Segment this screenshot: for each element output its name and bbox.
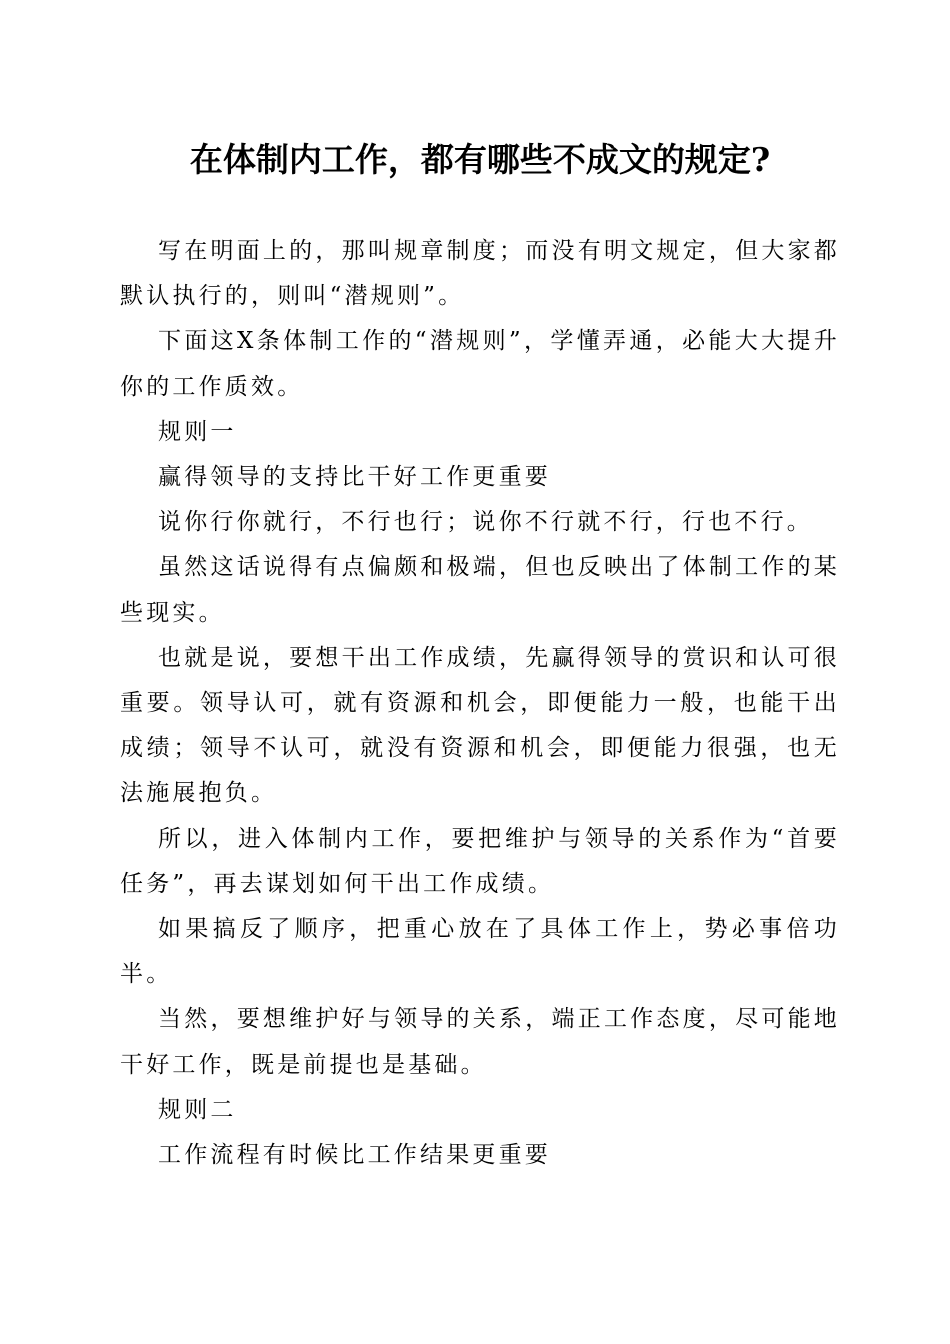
paragraph: 说你行你就行，不行也行；说你不行就不行，行也不行。 <box>158 509 813 536</box>
paragraph: 虽然这话说得有点偏颇和极端，但也反映出了体制工作的某些现实。 <box>120 554 840 626</box>
paragraph: 下面这X条体制工作的“潜规则”，学懂弄通，必能大大提升你的工作质效。 <box>120 328 840 400</box>
section-heading: 工作流程有时候比工作结果更重要 <box>158 1142 551 1169</box>
document-body <box>120 229 840 1178</box>
paragraph: 所以，进入体制内工作，要把维护与领导的关系作为“首要任务”，再去谋划如何干出工作成绩。 <box>120 825 840 897</box>
section-label: 规则一 <box>158 418 237 445</box>
paragraph: 写在明面上的，那叫规章制度；而没有明文规定，但大家都默认执行的，则叫“潜规则”。 <box>120 238 840 310</box>
document-title: 在体制内工作，都有哪些不成文的规定? <box>189 140 771 179</box>
paragraph: 也就是说，要想干出工作成绩，先赢得领导的赏识和认可很重要。领导认可，就有资源和机会，即便能力一般，也能干出成绩；领导不认可，就没有资源和机会，即便能力很强，也无法施展抱负。 <box>120 644 840 807</box>
paragraph: 当然，要想维护好与领导的关系，端正工作态度，尽可能地干好工作，既是前提也是基础。 <box>120 1006 840 1078</box>
paragraph: 如果搞反了顺序，把重心放在了具体工作上，势必事倍功半。 <box>120 916 840 988</box>
section-label: 规则二 <box>158 1096 237 1123</box>
section-heading: 赢得领导的支持比干好工作更重要 <box>158 464 551 491</box>
